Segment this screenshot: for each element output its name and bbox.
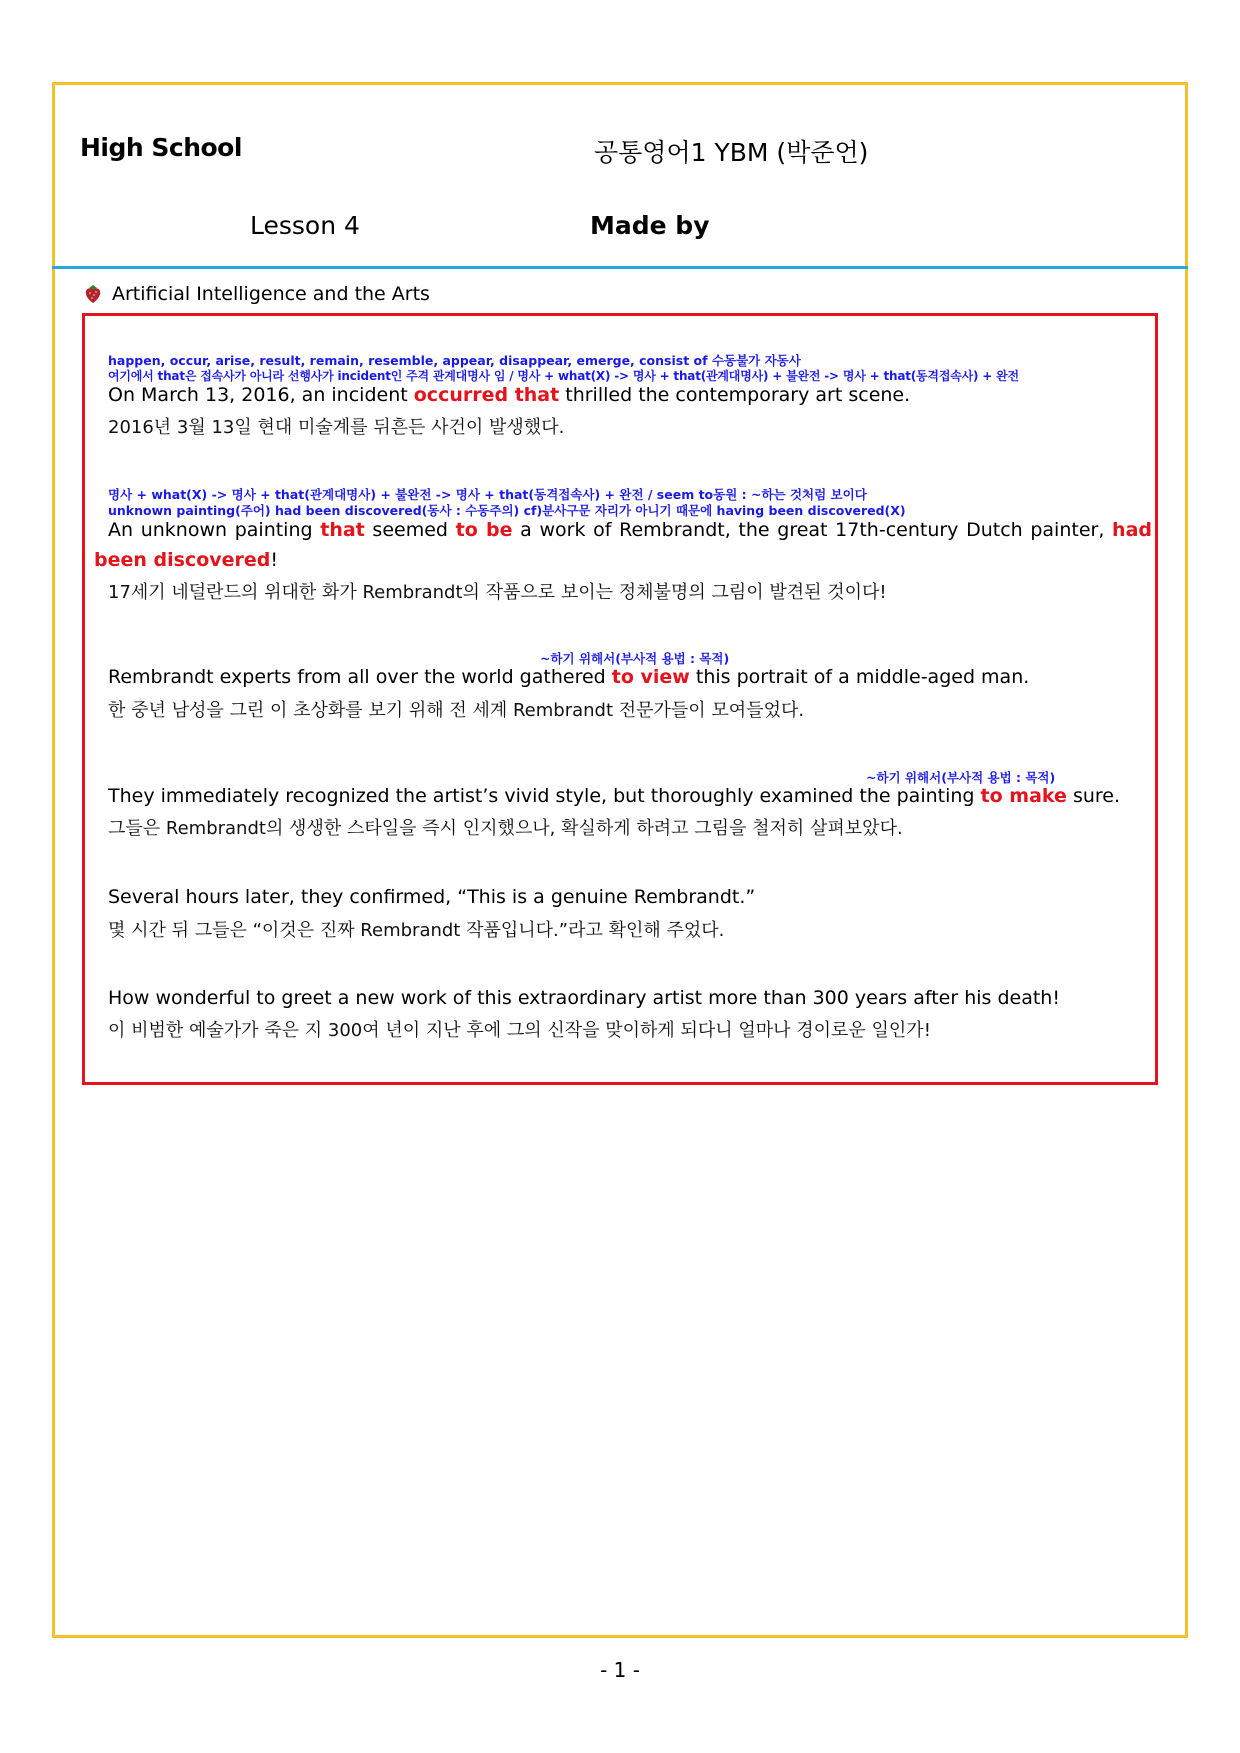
grammar-note: ~하기 위해서(부사적 용법 : 목적) — [866, 770, 1056, 785]
grammar-note: happen, occur, arise, result, remain, resemble, appear, disappear, emerge, consist of 수동불가 자동사 — [108, 353, 801, 368]
korean-translation: 17세기 네덜란드의 위대한 화가 Rembrandt의 작품으로 보이는 정체불명의 그림이 발견된 것이다! — [108, 582, 887, 603]
english-sentence: On March 13, 2016, an incident occurred that thrilled the contemporary art scene. — [108, 384, 911, 406]
english-sentence: Several hours later, they confirmed, “This is a genuine Rembrandt.” — [108, 886, 756, 908]
english-sentence-continued: been discovered! — [94, 549, 279, 571]
korean-translation: 그들은 Rembrandt의 생생한 스타일을 즉시 인지했으나, 확실하게 하려고 그림을 철저히 살펴보았다. — [108, 818, 903, 839]
korean-translation: 몇 시간 뒤 그들은 “이것은 진짜 Rembrandt 작품입니다.”라고 확인해 주었다. — [108, 920, 725, 941]
korean-translation: 한 중년 남성을 그린 이 초상화를 보기 위해 전 세계 Rembrandt 전문가들이 모여들었다. — [108, 700, 805, 721]
section-title — [84, 283, 430, 305]
highlight-phrase: had — [1112, 519, 1152, 541]
english-sentence: How wonderful to greet a new work of this extraordinary artist more than 300 years after his death! — [108, 987, 1060, 1009]
highlight-phrase: that — [320, 519, 365, 541]
section-title-text: Artificial Intelligence and the Arts — [112, 283, 430, 305]
highlight-phrase: occurred that — [413, 384, 560, 406]
english-sentence: Rembrandt experts from all over the world gathered to view this portrait of a middle-aged man. — [108, 666, 1030, 688]
highlight-phrase: been discovered — [94, 549, 271, 571]
korean-translation: 이 비범한 예술가가 죽은 지 300여 년이 지난 후에 그의 신작을 맞이하게 되다니 얼마나 경이로운 일인가! — [108, 1020, 931, 1041]
korean-translation: 2016년 3월 13일 현대 미술계를 뒤흔든 사건이 발생했다. — [108, 417, 565, 438]
grammar-note: 여기에서 that은 접속사가 아니라 선행사가 incident인 주격 관계대명사 임 / 명사 + what(X) -> 명사 + that(관계대명사) + 불완전 -> 명사 + that(동격접속사) + 완전 — [108, 369, 1019, 383]
strawberry-bullet-icon — [84, 284, 102, 304]
highlight-phrase: to view — [611, 666, 690, 688]
header-divider — [52, 266, 1188, 269]
grammar-note: 명사 + what(X) -> 명사 + that(관계대명사) + 불완전 -> 명사 + that(동격접속사) + 완전 / seem to동원 : ~하는 것처럼 보이다 — [108, 487, 867, 502]
page-number: - 1 - — [600, 1658, 640, 1682]
school-level: High School — [80, 133, 242, 162]
textbook-title: 공통영어1 YBM (박준언) — [594, 138, 869, 167]
highlight-phrase: to make — [980, 785, 1067, 807]
made-by-label: Made by — [590, 211, 710, 240]
english-sentence: They immediately recognized the artist’s vivid style, but thoroughly examined the painting to make sure. — [108, 785, 1121, 807]
english-sentence: An unknown painting that seemed to be a work of Rembrandt, the great 17th-century Dutch painter, had — [108, 519, 1152, 541]
highlight-phrase: to be — [455, 519, 513, 541]
grammar-note: unknown painting(주어) had been discovered(동사 : 수동주의) cf)분사구문 자리가 아니기 때문에 having been discovered(X) — [108, 503, 906, 518]
grammar-note: ~하기 위해서(부사적 용법 : 목적) — [540, 651, 730, 666]
lesson-label: Lesson 4 — [250, 211, 360, 240]
